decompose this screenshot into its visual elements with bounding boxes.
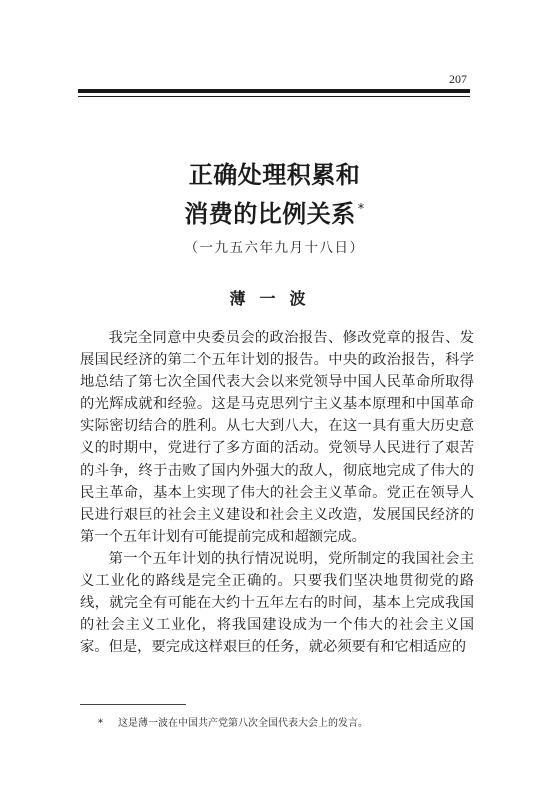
footnote-mark: * xyxy=(98,718,103,729)
footnote-text: 这是薄一波在中国共产党第八次全国代表大会上的发言。 xyxy=(118,718,368,729)
footnote-rule xyxy=(80,704,186,705)
paragraph: 我完全同意中央委员会的政治报告、修改党章的报告、发展国民经济的第二个五年计划的报告。中央的政治报告，科学地总结了第七次全国代表大会以来党领导中国人民革命所取得的光辉成就和经验。这是马克思列宁主义基本原理和中国革命实际密切结合的胜利。从七大到八大，在这一具有重大历史意义的时期中，党进行了多方面的活动。党领导人民进行了艰苦的斗争，终于击败了国内外强大的敌人，彻底地完成了伟大的民主革命，基本上实现了伟大的社会主义革命。党正在领导人民进行艰巨的社会主义建设和社会主义改造，发展国民经济的第一个五年计划有可能提前完成和超额完成。 xyxy=(80,330,474,545)
title-line-2 xyxy=(0,194,549,229)
title-line-2-text: 消费的比例关系 xyxy=(184,200,356,228)
body-text xyxy=(80,327,474,658)
paragraph: 第一个五年计划的执行情况说明，党所制定的我国社会主义工业化的路线是完全正确的。只要我们坚决地贯彻党的路线，就完全有可能在大约十五年左右的时间，基本上完成我国的社会主义工业化，将我国建设成为一个伟大的社会主义国家。但是，要完成这样艰巨的任务，就必须要有和它相适应的 xyxy=(80,550,474,656)
speech-date: （一九五六年九月十八日） xyxy=(184,240,365,256)
author-name: 薄一波 xyxy=(229,289,320,308)
header-rule-thick xyxy=(78,89,470,93)
title-footnote-mark: * xyxy=(357,202,365,217)
header-rule-thin xyxy=(78,96,470,97)
title-line-1: 正确处理积累和 xyxy=(188,161,361,189)
footnote xyxy=(98,714,368,729)
page-number: 207 xyxy=(449,72,467,86)
